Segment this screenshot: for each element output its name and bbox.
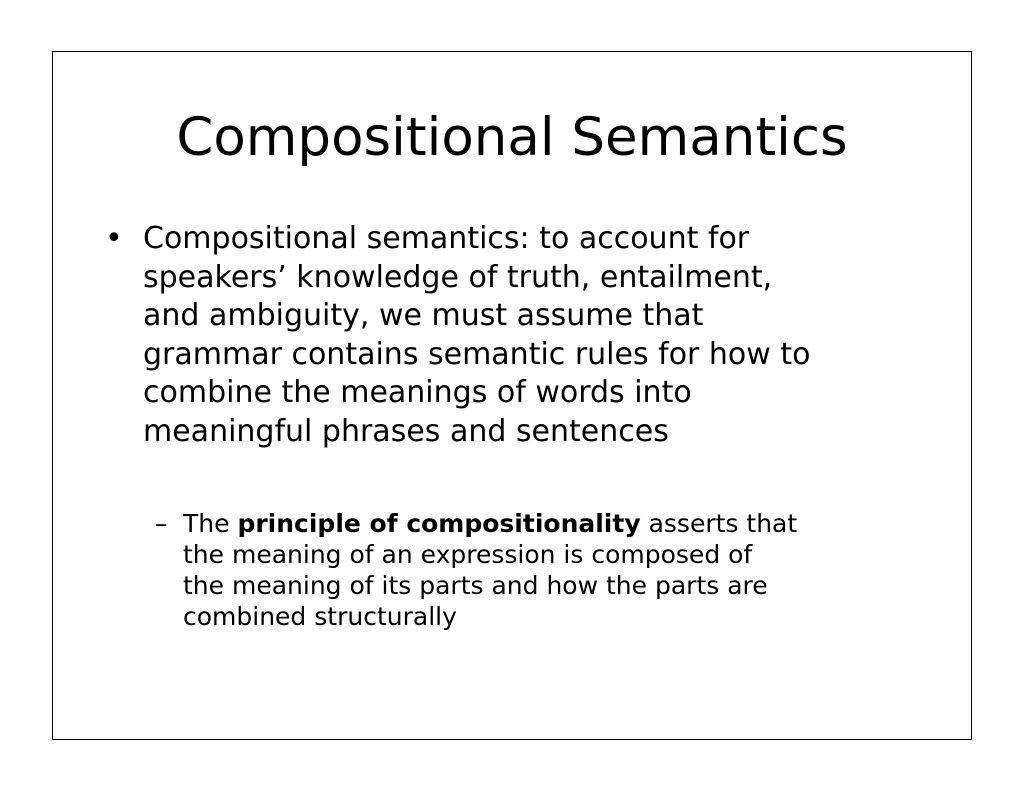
key-term: principle of compositionality <box>237 509 641 538</box>
sub-bullet-lead: The <box>183 509 238 538</box>
sub-bullet-line1-rest: asserts that <box>640 509 798 538</box>
slide-title: Compositional Semantics <box>176 107 848 168</box>
sub-bullet-text <box>183 508 915 632</box>
slide <box>52 51 972 740</box>
sub-bullet-line: the meaning of its parts and how the parts are <box>183 571 768 600</box>
sub-bullet-line: the meaning of an expression is composed of <box>183 540 753 569</box>
sub-bullet-line <box>183 508 915 539</box>
sub-bullet-line: combined structurally <box>183 602 457 631</box>
bullet-text: Compositional semantics: to account for speakers’ knowledge of truth, entailment, and ambiguity, we must assume that grammar contains semantic rules for how to combine the meanings of words into meaningful phrases and sentences <box>143 221 811 449</box>
bullet-marker: • <box>105 221 123 256</box>
bullet-item <box>105 220 905 451</box>
sub-bullet-marker: – <box>155 509 168 538</box>
sub-bullet-item <box>155 508 915 632</box>
